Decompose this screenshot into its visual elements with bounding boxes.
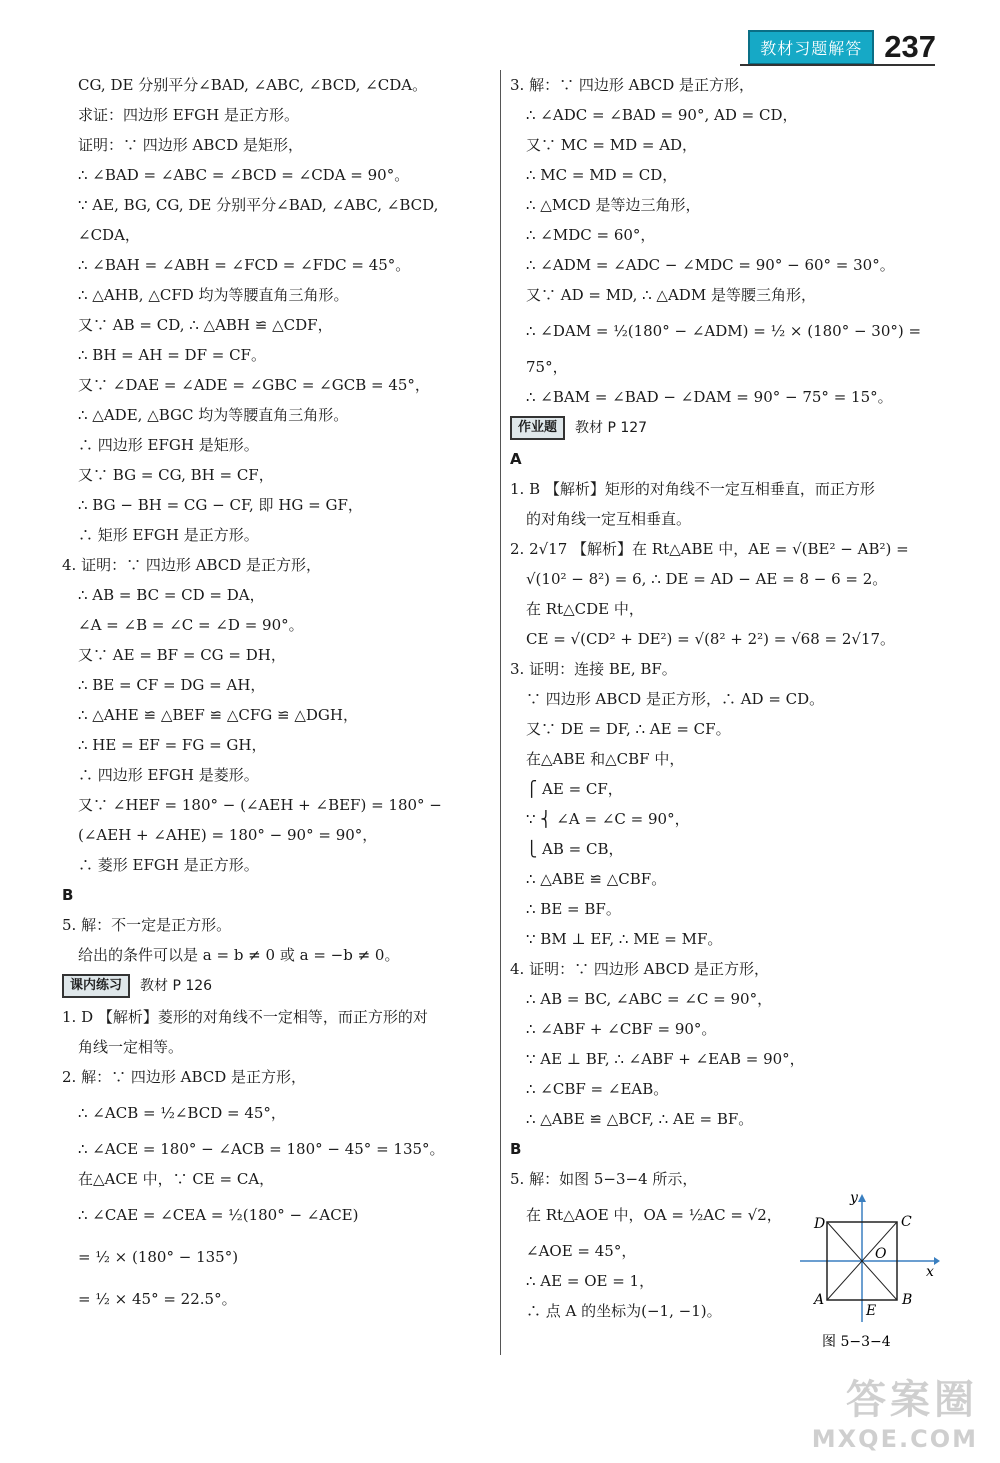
label-x: x <box>926 1264 934 1280</box>
text-line: ∴ △AHE ≌ △BEF ≌ △CFG ≌ △DGH， <box>78 706 358 724</box>
watermark-line1: 答案圈 <box>846 1377 978 1423</box>
text-line: ∴ ∠DAM = ½(180° − ∠ADM) = ½ × (180° − 30°) = <box>526 322 922 340</box>
text-line: ∴ ∠BAM = ∠BAD − ∠DAM = 90° − 75° = 15°。 <box>526 388 893 406</box>
figure-caption: 图 5−3−4 <box>822 1334 891 1350</box>
text-line: 5. 解：不一定是正方形。 <box>62 916 232 934</box>
text-line: ∠AOE = 45°， <box>526 1242 637 1260</box>
text-line: 求证：四边形 EFGH 是正方形。 <box>78 106 299 124</box>
text-line: 证明：∵ 四边形 ABCD 是矩形， <box>78 136 303 154</box>
text-line: 2. 解：∵ 四边形 ABCD 是正方形， <box>62 1068 307 1086</box>
coordinate-figure <box>800 1194 940 1352</box>
header-badge: 教材习题解答 <box>748 30 874 65</box>
label-y: y <box>850 1194 858 1206</box>
text-line: 在△ACE 中，∵ CE = CA， <box>78 1170 275 1188</box>
text-line: 又∵ AD = MD, ∴ △ADM 是等腰三角形， <box>526 286 816 304</box>
section-tag-line <box>62 970 490 1002</box>
text-line: ∵ BM ⊥ EF, ∴ ME = MF。 <box>526 930 723 948</box>
section-tag: 作业题 <box>510 416 565 440</box>
text-line: 1. D 【解析】菱形的对角线不一定相等，而正方形的对 <box>62 1008 428 1026</box>
text-line: 4. 证明：∵ 四边形 ABCD 是正方形， <box>62 556 322 574</box>
text-line: ∴ △ADE, △BGC 均为等腰直角三角形。 <box>78 406 349 424</box>
text-line: ∴ ∠ACE = 180° − ∠ACB = 180° − 45° = 135°。 <box>78 1140 445 1158</box>
label-a: A <box>814 1292 825 1308</box>
text-line: 在 Rt△AOE 中，OA = ½AC = √2， <box>526 1206 782 1224</box>
text-line: 2. 2√17 【解析】在 Rt△ABE 中，AE = √(BE² − AB²) = <box>510 540 909 558</box>
text-line: (∠AEH + ∠AHE) = 180° − 90° = 90°， <box>78 826 378 844</box>
text-line: 又∵ AB = CD, ∴ △ABH ≌ △CDF， <box>78 316 333 334</box>
text-line: = ½ × (180° − 135°) <box>78 1248 239 1266</box>
text-line: ∴ 点 A 的坐标为(−1, −1)。 <box>526 1302 722 1320</box>
x-axis-arrow <box>934 1257 940 1265</box>
section-tag-line <box>510 412 938 444</box>
text-line: 1. B 【解析】矩形的对角线不一定互相垂直，而正方形 <box>510 480 875 498</box>
label-d: D <box>814 1216 826 1232</box>
text-line: CG, DE 分别平分∠BAD, ∠ABC, ∠BCD, ∠CDA。 <box>78 76 428 94</box>
text-line: 4. 证明：∵ 四边形 ABCD 是正方形， <box>510 960 770 978</box>
text-line: 3. 证明：连接 BE, BF。 <box>510 660 677 678</box>
text-line: ∴ ∠ABF + ∠CBF = 90°。 <box>526 1020 717 1038</box>
textbook-page-ref: 教材 P 127 <box>575 420 648 436</box>
text-line: ∴ ∠ACB = ½∠BCD = 45°， <box>78 1104 286 1122</box>
text-line: ∵ AE, BG, CG, DE 分别平分∠BAD, ∠ABC, ∠BCD, <box>78 196 439 214</box>
figure-5-3-4 <box>800 1194 940 1352</box>
page-number: 237 <box>884 29 936 64</box>
text-line: ∴ BE = CF = DG = AH， <box>78 676 266 694</box>
text-line: ∴ △ABE ≌ △BCF, ∴ AE = BF。 <box>526 1110 754 1128</box>
header-rule <box>740 64 935 66</box>
label-c: C <box>901 1214 912 1230</box>
text-line: 又∵ ∠DAE = ∠ADE = ∠GBC = ∠GCB = 45°， <box>78 376 430 394</box>
section-tag: 课内练习 <box>62 974 130 998</box>
text-line: ∴ ∠CAE = ∠CEA = ½(180° − ∠ACE) <box>78 1206 359 1224</box>
text-line: 3. 解：∵ 四边形 ABCD 是正方形， <box>510 76 755 94</box>
text-line: 75°， <box>526 358 568 376</box>
left-column <box>62 70 490 1320</box>
text-line: ∴ ∠ADC = ∠BAD = 90°, AD = CD， <box>526 106 798 124</box>
column-divider <box>500 70 501 1355</box>
text-line: ∴ BH = AH = DF = CF。 <box>78 346 266 364</box>
text-line: ∴ ∠MDC = 60°， <box>526 226 656 244</box>
text-line: ∵ AE ⊥ BF, ∴ ∠ABF + ∠EAB = 90°， <box>526 1050 805 1068</box>
section-letter: B <box>510 1140 522 1158</box>
text-line: ∠A = ∠B = ∠C = ∠D = 90°。 <box>78 616 304 634</box>
text-line: 在△ABE 和△CBF 中， <box>526 750 685 768</box>
text-line: √(10² − 8²) = 6, ∴ DE = AD − AE = 8 − 6 = 2。 <box>526 570 888 588</box>
section-letter: A <box>510 450 522 468</box>
text-line: 的对角线一定互相垂直。 <box>526 510 692 528</box>
text-line: ∴ △AHB, △CFD 均为等腰直角三角形。 <box>78 286 349 304</box>
text-line: ∠CDA， <box>78 226 140 244</box>
text-line: ⎩ AB = CB， <box>526 840 624 858</box>
text-line: ∴ ∠ADM = ∠ADC − ∠MDC = 90° − 60° = 30°。 <box>526 256 895 274</box>
label-o: O <box>875 1246 887 1262</box>
text-line: ∴ ∠CBF = ∠EAB。 <box>526 1080 669 1098</box>
page-header <box>748 30 936 64</box>
text-line: ∵ ⎨ ∠A = ∠C = 90°， <box>526 810 690 828</box>
right-column <box>510 70 938 1326</box>
text-line: 又∵ MC = MD = AD， <box>526 136 698 154</box>
text-line: ∴ 四边形 EFGH 是矩形。 <box>78 436 259 454</box>
text-line: ∴ BG − BH = CG − CF, 即 HG = GF， <box>78 496 363 514</box>
text-line: ∴ HE = EF = FG = GH， <box>78 736 267 754</box>
label-b: B <box>902 1292 913 1308</box>
y-axis-arrow <box>858 1194 866 1202</box>
text-line: ∵ 四边形 ABCD 是正方形，∴ AD = CD。 <box>526 690 825 708</box>
section-letter: B <box>62 886 74 904</box>
text-line: ∴ AE = OE = 1， <box>526 1272 655 1290</box>
text-line: ∴ △MCD 是等边三角形， <box>526 196 701 214</box>
text-line: ∴ ∠BAD = ∠ABC = ∠BCD = ∠CDA = 90°。 <box>78 166 410 184</box>
text-line: ∴ △ABE ≌ △CBF。 <box>526 870 667 888</box>
watermark <box>812 1368 978 1453</box>
text-line: CE = √(CD² + DE²) = √(8² + 2²) = √68 = 2√17。 <box>526 630 896 648</box>
text-line: ∴ BE = BF。 <box>526 900 621 918</box>
text-line: ∴ 矩形 EFGH 是正方形。 <box>78 526 259 544</box>
text-line: ∴ MC = MD = CD， <box>526 166 678 184</box>
text-line: 又∵ DE = DF, ∴ AE = CF。 <box>526 720 731 738</box>
watermark-line2: MXQE.COM <box>811 1425 978 1453</box>
text-line: 又∵ AE = BF = CG = DH， <box>78 646 286 664</box>
text-line: = ½ × 45° = 22.5°。 <box>78 1290 237 1308</box>
text-line: 又∵ BG = CG, BH = CF， <box>78 466 274 484</box>
text-line: ∴ ∠BAH = ∠ABH = ∠FCD = ∠FDC = 45°。 <box>78 256 411 274</box>
text-line: ∴ 菱形 EFGH 是正方形。 <box>78 856 259 874</box>
textbook-page-ref: 教材 P 126 <box>140 978 213 994</box>
text-line: ∴ AB = BC = CD = DA， <box>78 586 265 604</box>
text-line: ⎧ AE = CF， <box>526 780 623 798</box>
text-line: 在 Rt△CDE 中， <box>526 600 644 618</box>
text-line: ∴ AB = BC, ∠ABC = ∠C = 90°， <box>526 990 773 1008</box>
label-e: E <box>866 1303 877 1319</box>
text-line: ∴ 四边形 EFGH 是菱形。 <box>78 766 259 784</box>
text-line: 5. 解：如图 5−3−4 所示， <box>510 1170 698 1188</box>
text-line: 角线一定相等。 <box>78 1038 184 1056</box>
text-line: 给出的条件可以是 a = b ≠ 0 或 a = −b ≠ 0。 <box>78 946 400 964</box>
text-line: 又∵ ∠HEF = 180° − (∠AEH + ∠BEF) = 180° − <box>78 796 442 814</box>
